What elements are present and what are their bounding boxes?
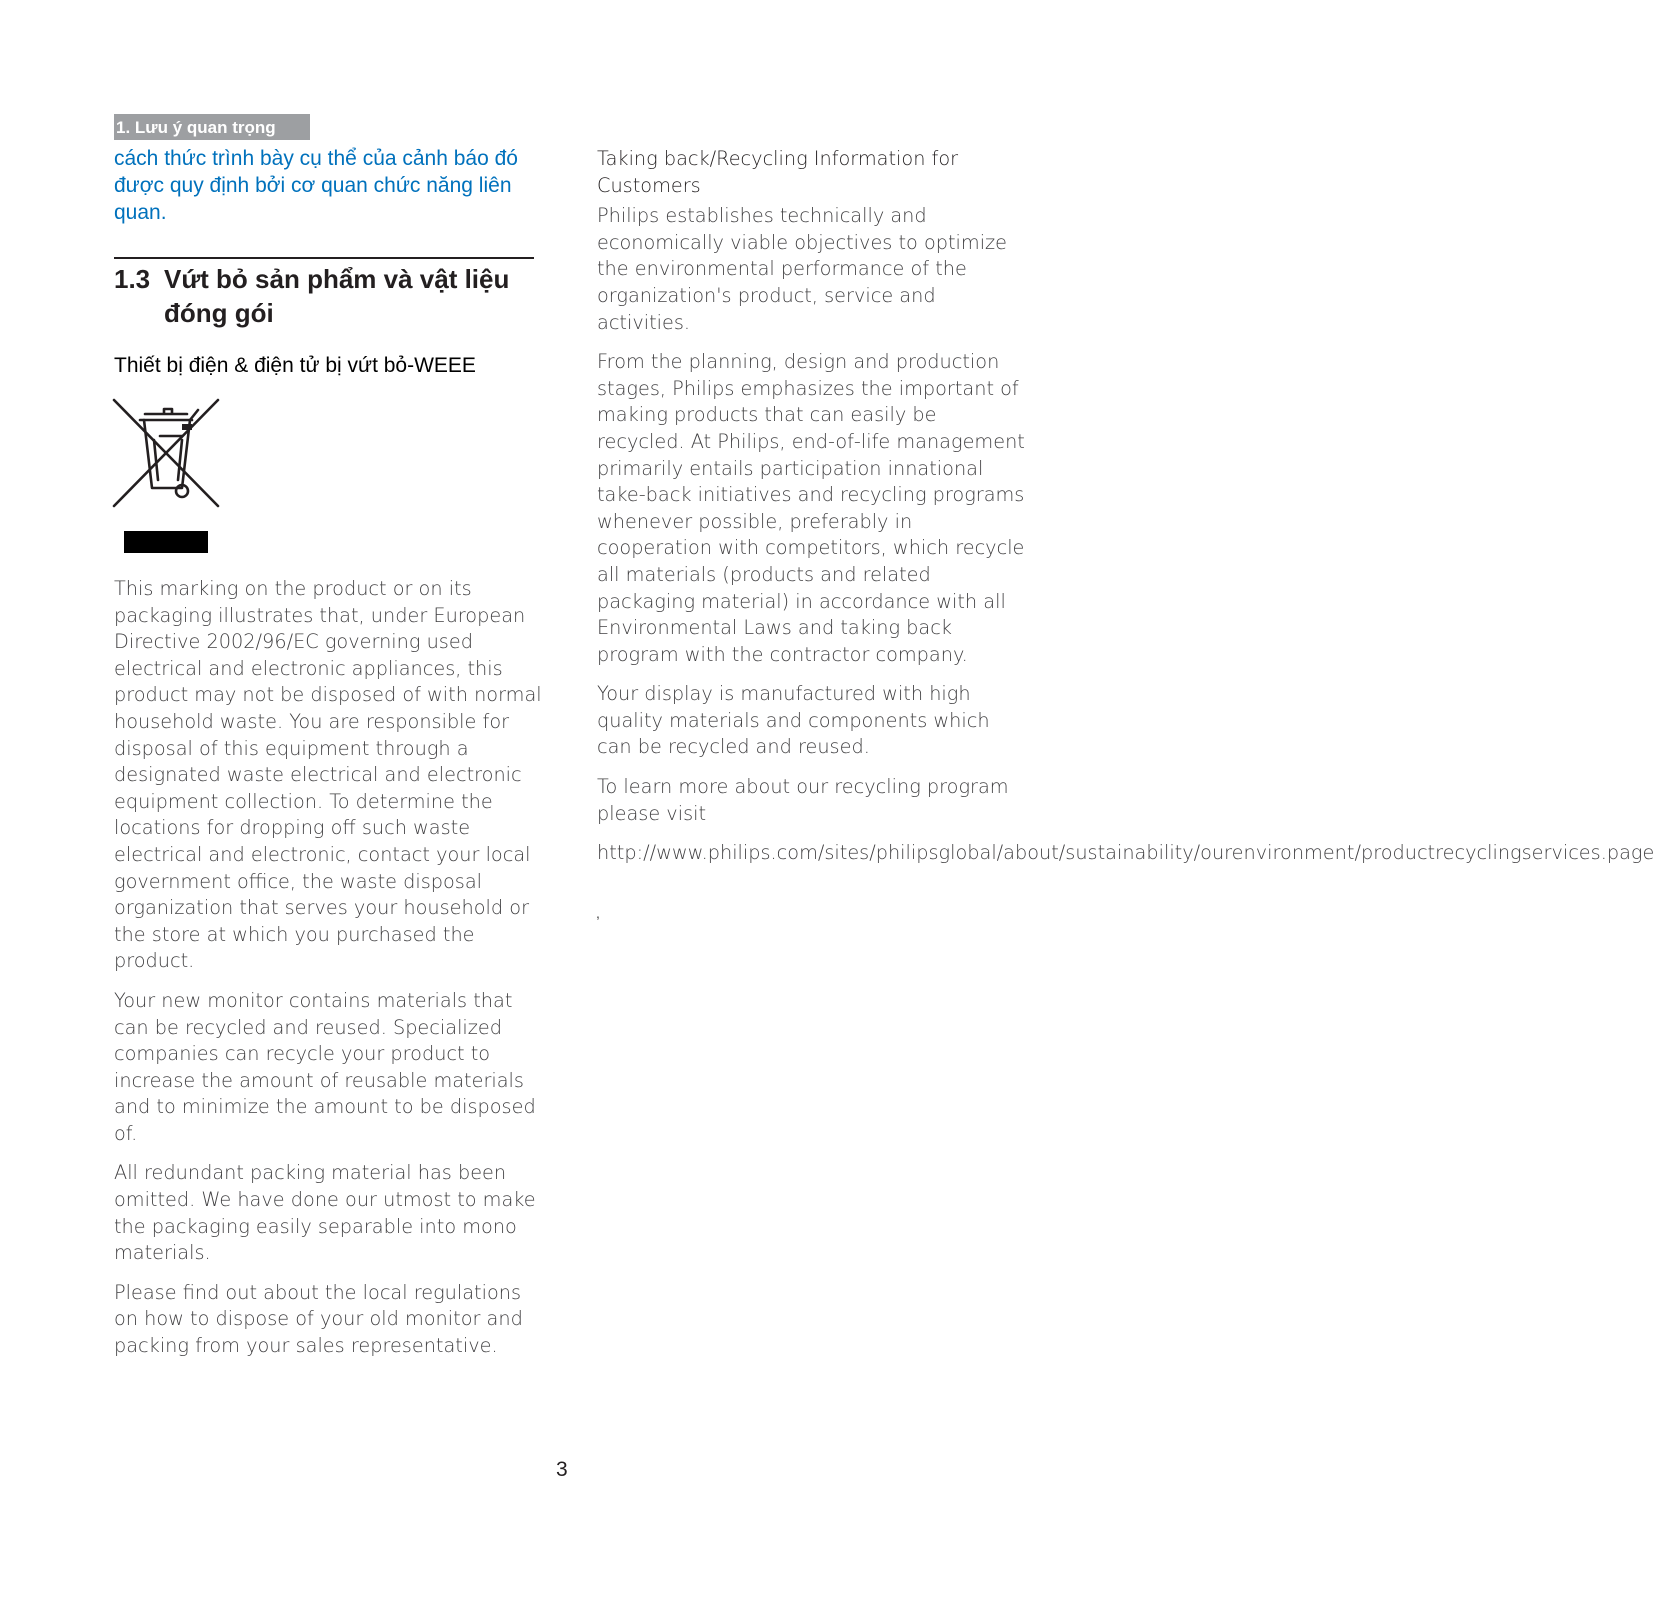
section-title: Vứt bỏ sản phẩm và vật liệu đóng gói	[164, 264, 510, 328]
heading-rule	[114, 257, 534, 259]
recycling-subtitle: Taking back/Recycling Information for Customers	[597, 147, 959, 197]
weee-underline-bar	[124, 531, 208, 553]
weee-bin-icon	[112, 398, 220, 510]
paragraph: Your new monitor contains materials that can be recycled and reused. Specialized companies can recycle your product to increase the amount of reusable materials and to minimize the amount to be disposed of.	[114, 988, 536, 1145]
section-number: 1.3	[114, 264, 151, 294]
stray-mark: ,	[596, 905, 600, 921]
recycling-url[interactable]: http://www.philips.com/sites/philipsglobal/about/sustainability/ourenvironment/productrecyclingservices.page	[597, 841, 1654, 865]
weee-subheading: Thiết bị điện & điện tử bị vứt bỏ-WEEE	[114, 354, 476, 377]
paragraph: Philips establishes technically and economically viable objectives to optimize the environmental performance of the organization's product, service and activities.	[597, 204, 1008, 334]
right-column	[597, 146, 1654, 880]
paragraph: Your display is manufactured with high quality materials and components which can be recycled and reused.	[597, 682, 990, 759]
section-heading	[114, 262, 554, 330]
page-number: 3	[556, 1458, 568, 1481]
paragraph: All redundant packing material has been omitted. We have done our utmost to make the packaging easily separable into mono materials.	[114, 1161, 536, 1265]
paragraph: This marking on the product or on its packaging illustrates that, under European Directive 2002/96/EC governing used electrical and electronic appliances, this product may not be disposed of with normal household waste. You are responsible for disposal of this equipment through a designated waste electrical and electronic equipment collection. To determine the locations for dropping off such waste electrical and electronic, contact your local government office, the waste disposal organization that serves your household or the store at which you purchased the product.	[114, 577, 542, 973]
left-column	[114, 576, 542, 1373]
section-tag: 1. Lưu ý quan trọng	[114, 114, 310, 140]
paragraph: Please find out about the local regulations on how to dispose of your old monitor and packing from your sales representative.	[114, 1280, 523, 1358]
paragraph: From the planning, design and production stages, Philips emphasizes the important of making products that can easily be recycled. At Philips, end-of-life management primarily entails participation innational take-back initiatives and recycling programs whenever possible, preferably in cooperation with competitors, which recycle all materials (products and related packaging material) in accordance with all Environmental Laws and taking back program with the contractor company.	[597, 350, 1025, 666]
warning-text: cách thức trình bày cụ thể của cảnh báo đó được quy định bởi cơ quan chức năng liên quan.	[114, 147, 518, 224]
paragraph: To learn more about our recycling program please visit	[597, 775, 1009, 825]
